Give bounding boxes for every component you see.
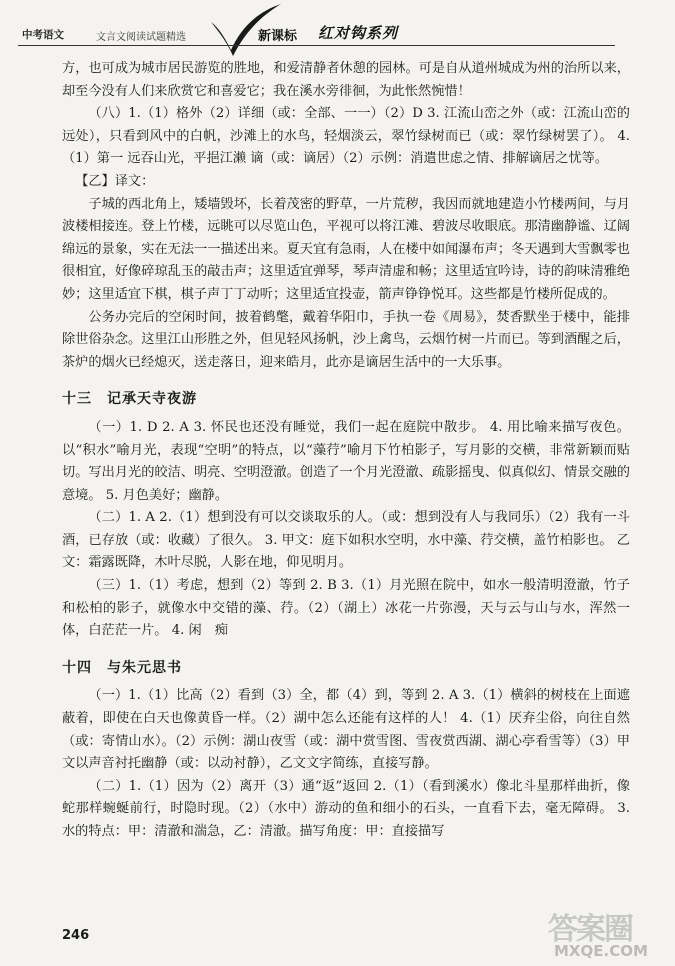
section-title-14: 十四 与朱元思书 — [62, 659, 182, 676]
translation-paragraph: 子城的西北角上，矮墙毁坏，长着茂密的野草，一片荒秽，我因而就地建造小竹楼两间，与月波楼相接连。登上竹楼，远眺可以尽览山色，平视可以将江滩、碧波尽收眼底。那清幽静谧、辽阔绵远的景象，实在无法一一描述出来。夏天宜有急雨，人在楼中如闻瀑布声；冬天遇到大雪飘零也很相宜，好像碎琼乱玉的敲击声；这里适宜弹琴，琴声清虚和畅；这里适宜吟诗，诗的韵味清雅绝妙；这里适宜下棋，棋子声丁丁动听；这里适宜投壶，箭声铮铮悦耳。这些都是竹楼所促成的。 — [62, 196, 630, 302]
section-title-13: 十三 记承天寺夜游 — [62, 391, 197, 408]
paragraph: 方，也可成为城市居民游览的胜地，和爱清静者休憩的园林。可是自从道州城成为州的治所以来，却至今没有人们来欣赏它和喜爱它；我在溪水旁徘徊，为此怅然惋惜！ — [62, 61, 630, 99]
header-rule — [18, 45, 615, 46]
watermark-url: MXQE.COM — [554, 942, 648, 960]
translation-paragraph: 公务办完后的空闲时间，披着鹤氅，戴着华阳巾，手执一卷《周易》，焚香默坐于楼中，能排除世俗杂念。这里江山形胜之外，但见轻风扬帆，沙上禽鸟，云烟竹树一片而已。等到酒醒之后，茶炉的烟火已经熄灭，送走落日，迎来皓月，此亦是谪居生活中的一大乐事。 — [62, 309, 630, 370]
page-header — [0, 0, 675, 52]
answer-block: （二）1.（1）因为（2）离开（3）通“返”返回 2.（1）（看到溪水）像北斗星那样曲折，像蛇那样蜿蜒前行，时隐时现。（2）（水中）游动的鱼和细小的石头，一直看下去，毫无障碍。 3. 水的特点：甲：清澈和湍急，乙：清澈。描写角度：甲：直接描写 — [62, 778, 630, 839]
answer-block-8: （八）1.（1）格外（2）详细（或：全部、一一）（2）D 3. 江流山峦之外（或：江流山峦的远处），只看到风中的白帆，沙滩上的水鸟，轻烟淡云，翠竹绿树而已（或：翠竹绿树罢了）。 4.（1）第一 远吞山光，平挹江濑 谪（或：谪居）（2）示例：消遣世虑之情、排解谪居之忧等。 — [62, 106, 630, 167]
watermark-logo: 答案圈 — [548, 912, 632, 947]
series-subtitle: 文言文阅读试题精选 — [96, 32, 186, 43]
watermark — [548, 904, 672, 962]
answer-content — [62, 58, 630, 844]
brand-label: 新课标 — [258, 29, 298, 44]
answer-block: （一）1. D 2. A 3. 怀民也还没有睡觉，我们一起在庭院中散步。 4. 用比喻来描写夜色。以“积水”喻月光，表现“空明”的特点，以“藻荇”喻月下竹柏影子，写月影的交横，非常新颖而贴切。写出月光的皎洁、明亮、空明澄澈。创造了一个月光澄澈、疏影摇曳、似真似幻、情景交融的意境。 5. 月色美好；幽静。 — [62, 419, 630, 503]
translation-label: 【乙】译文： — [75, 173, 155, 189]
answer-block: （二）1. A 2.（1）想到没有可以交谈取乐的人。（或：想到没有人与我同乐）（2）我有一斗酒，已存放（或：收藏）了很久。 3. 甲文：庭下如积水空明，水中藻、荇交横，盖竹柏影也。 乙文：霜露既降，木叶尽脱，人影在地，仰见明月。 — [62, 510, 630, 571]
page-number: 246 — [62, 928, 90, 943]
answer-block: （一）1.（1）比高（2）看到（3）全，都（4）到，等到 2. A 3.（1）横斜的树枝在上面遮蔽着，即使在白天也像黄昏一样。（2）湖中怎么还能有这样的人！ 4.（1）厌弃尘俗，向往自然（或：寄情山水）。（2）示例：湖山夜雪（或：湖中赏雪图、雪夜赏西湖、湖心亭看雪等）（3）甲文以声音衬托幽静（或：以动衬静），乙文文字简练，直接写静。 — [62, 688, 630, 772]
brand-series: 红对钩系列 — [318, 24, 399, 42]
answer-block: （三）1.（1）考虑，想到（2）等到 2. B 3.（1）月光照在院中，如水一般清明澄澈，竹子和松柏的影子，就像水中交错的藻、荇。（2）（湖上）冰花一片弥漫，天与云与山与水，浑然一体，白茫茫一片。 4. 闲 痴 — [62, 578, 630, 639]
series-title: 中考语文 — [22, 29, 64, 41]
